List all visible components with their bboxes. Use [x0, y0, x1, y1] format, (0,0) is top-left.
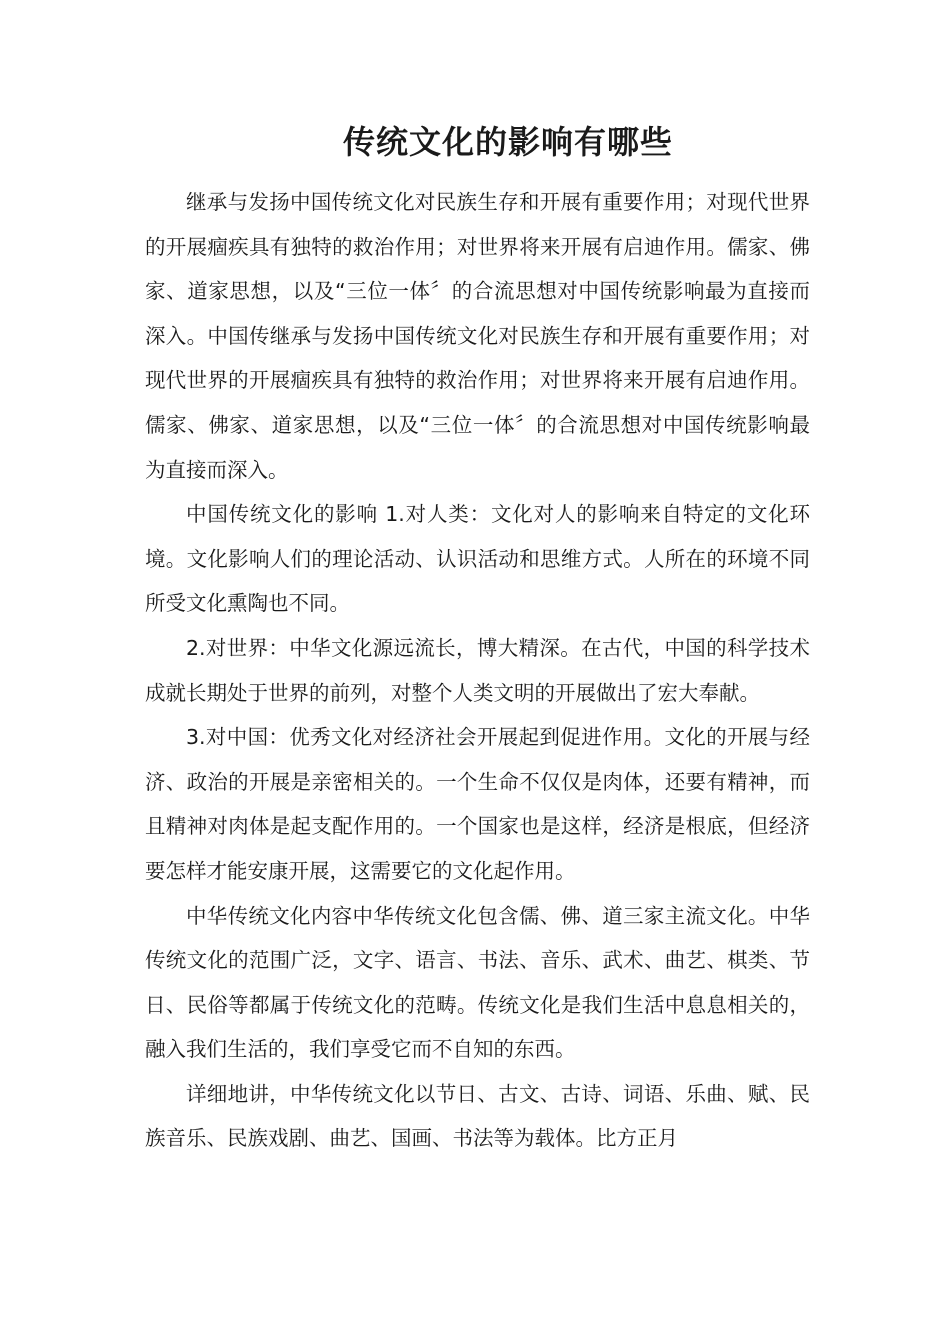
document-body	[145, 180, 810, 1161]
paragraph-details: 详细地讲，中华传统文化以节日、古文、古诗、词语、乐曲、赋、民族音乐、民族戏剧、曲艺、国画、书法等为载体。比方正月	[145, 1081, 810, 1151]
document-title: 传统文化的影响有哪些	[342, 123, 673, 161]
paragraph-impact-china: 3.对中国：优秀文化对经济社会开展起到促进作用。文化的开展与经济、政治的开展是亲密相关的。一个生命不仅仅是肉体，还要有精神，而且精神对肉体是起支配作用的。一个国家也是这样，经济是根底，但经济要怎样才能安康开展，这需要它的文化起作用。	[145, 725, 810, 883]
paragraph-intro: 继承与发扬中国传统文化对民族生存和开展有重要作用；对现代世界的开展痼疾具有独特的救治作用；对世界将来开展有启迪作用。儒家、佛家、道家思想，以及“三位一体〞的合流思想对中国传统影响最为直接而深入。中国传继承与发扬中国传统文化对民族生存和开展有重要作用；对现代世界的开展痼疾具有独特的救治作用；对世界将来开展有启迪作用。儒家、佛家、道家思想，以及“三位一体〞的合流思想对中国传统影响最为直接而深入。	[145, 190, 810, 482]
paragraph-impact-world: 2.对世界：中华文化源远流长，博大精深。在古代，中国的科学技术成就长期处于世界的前列，对整个人类文明的开展做出了宏大奉献。	[145, 635, 810, 705]
paragraph-impact-humanity: 中国传统文化的影响 1.对人类：文化对人的影响来自特定的文化环境。文化影响人们的理论活动、认识活动和思维方式。人所在的环境不同所受文化熏陶也不同。	[145, 502, 810, 616]
paragraph-content: 中华传统文化内容中华传统文化包含儒、佛、道三家主流文化。中华传统文化的范围广泛，文字、语言、书法、音乐、武术、曲艺、棋类、节日、民俗等都属于传统文化的范畴。传统文化是我们生活中息息相关的，融入我们生活的，我们享受它而不自知的东西。	[145, 903, 810, 1062]
